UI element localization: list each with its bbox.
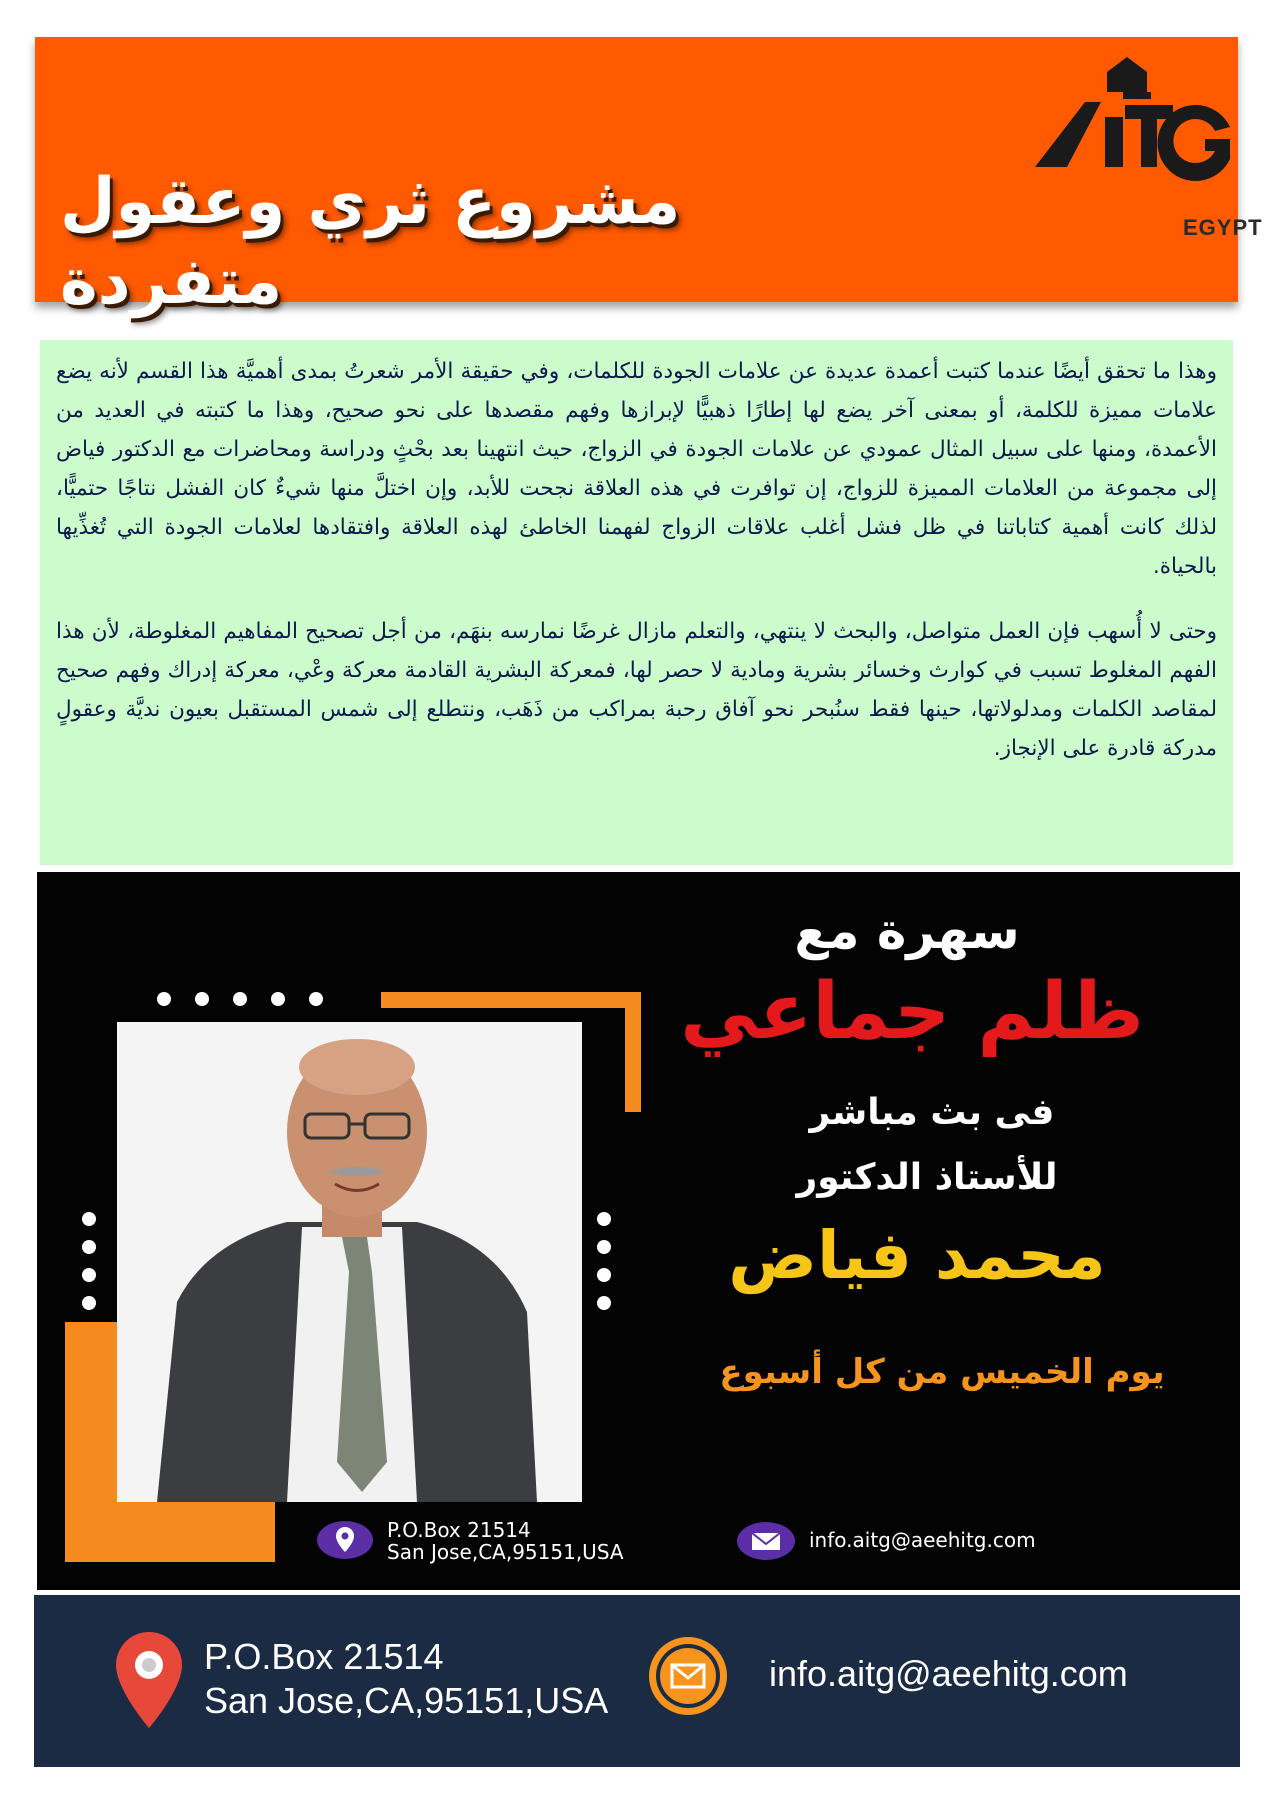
article-paragraph-2: وحتى لا أُسهب فإن العمل متواصل، والبحث لا ينتهي، والتعلم مازال غرضًا نمارسه بنهَم، من أجل تصحيح المفاهيم المغلوطة، لأن هذا الفهم المغلوط تسبب في كوارث وخسائر بشرية ومادية لا حصر لها، فمعركة البشرية القادمة معركة وعْي، معركة إدراك وفهم صحيح لمقاصد الكلمات ومدلولاتها، حينها فقط سنُبحر نحو آفاق رحبة بمراكب من ذَهَب، ونتطلع إلى شمس المستقبل بعيون نديَّة وعقولٍ مدركة قادرة على الإنجاز. (56, 619, 1217, 761)
promo-email-text[interactable]: info.aitg@aeehitg.com (809, 1528, 1036, 1552)
logo-subtitle: EGYPT (1183, 215, 1263, 240)
promo-schedule: يوم الخميس من كل أسبوع (719, 1352, 1165, 1392)
envelope-icon (737, 1522, 795, 1560)
location-pin-icon (317, 1521, 373, 1559)
promo-intro: سهرة مع (794, 902, 1020, 960)
promo-live-label: فى بث مباشر (809, 1092, 1055, 1133)
promo-prof-label: للأستاذ الدكتور (796, 1157, 1058, 1198)
promo-show-title: ظلم جماعي (680, 967, 1144, 1057)
article-body (40, 340, 1233, 865)
footer-address-line-2: San Jose,CA,95151,USA (204, 1680, 609, 1721)
promo-address-line-1: P.O.Box 21514 (387, 1518, 531, 1542)
promo-poster (37, 872, 1240, 1590)
footer-address-line-1: P.O.Box 21514 (204, 1636, 444, 1677)
header-banner (35, 37, 1263, 319)
envelope-icon (649, 1637, 727, 1715)
location-pin-icon (114, 1630, 184, 1734)
footer-bar (34, 1595, 1240, 1767)
footer-address (204, 1635, 608, 1723)
promo-speaker-name: محمد فياض (728, 1217, 1106, 1294)
decor-orange-bar (625, 992, 641, 1112)
footer-email[interactable]: info.aitg@aeehitg.com (769, 1653, 1128, 1694)
promo-address-line-2: San Jose,CA,95151,USA (387, 1540, 624, 1564)
speaker-photo (117, 1022, 582, 1502)
page-title: مشروع ثري وعقول متفردة (60, 165, 681, 319)
decor-orange-bar (381, 992, 641, 1008)
article-paragraph-1: وهذا ما تحقق أيضًا عندما كتبت أعمدة عديدة عن علامات الجودة للكلمات، وفي حقيقة الأمر شعرتُ بمدى أهميَّة هذا القسم لأنه يضع علامات مميزة للكلمة، أو بمعنى آخر يضع لها إطارًا ذهبيًّا لإبرازها وفهم مقصدها على نحو صحيح، وهذا ما كتبته في العديد من الأعمدة، ومنها على سبيل المثال عمودي عن علامات الجودة في الزواج، حيث انتهينا بعد بحْثٍ ودراسة ومحاضرات مع الدكتور فياض إلى مجموعة من العلامات المميزة للزواج، إن توافرت في هذه العلاقة نجحت للأبد، وإن اختلَّ منها شيءٌ كان الفشل نتاجًا حتميًّا، لذلك كانت أهمية كتاباتنا في ظل فشل أغلب علاقات الزواج لفهمنا الخاطئ لهذه العلاقة وافتقادها لعلامات الجودة التي تُغذِّيها بالحياة. (56, 359, 1217, 579)
